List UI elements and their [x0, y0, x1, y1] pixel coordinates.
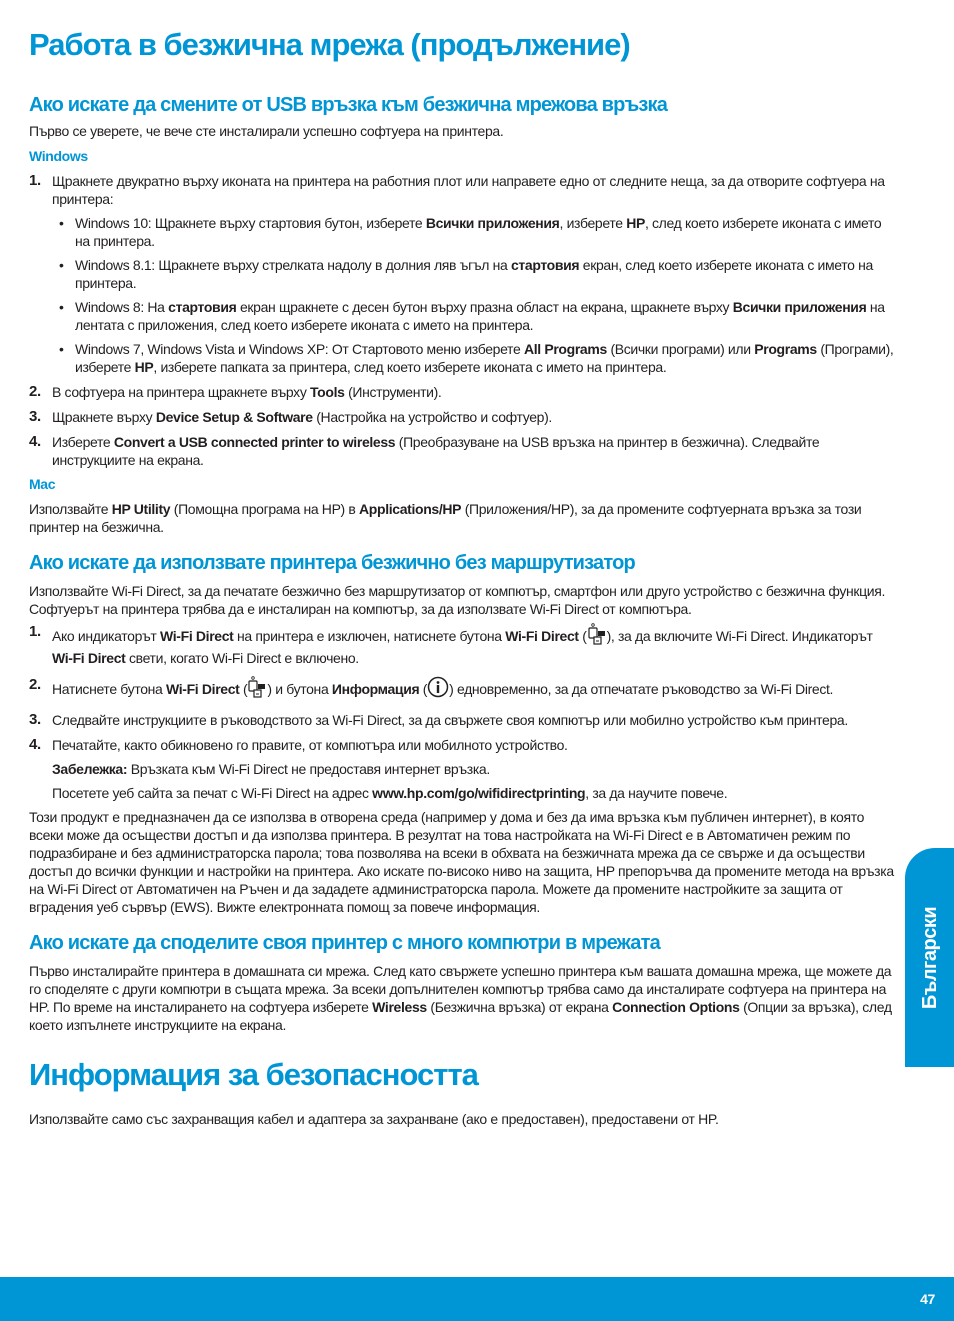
section-heading-wifi-direct: Ако искате да използвате принтера безжично без маршрутизатор [29, 552, 635, 574]
paragraph: Използвайте Wi-Fi Direct, за да печатате безжично без маршрутизатор от компютър, смартфон или друго устройство с безжична функция. Софтуерът на принтера трябва да е инсталиран на компютър, за да използвате Wi-Fi Direct от компютъра. [29, 583, 886, 617]
text: , изберете папката за принтера, след което изберете иконата с името на принтера. [153, 359, 667, 375]
bold-text: Applications/HP [359, 501, 462, 517]
step-text [52, 409, 552, 425]
bold-text: Wi-Fi Direct [160, 628, 234, 644]
step-text [52, 434, 819, 468]
bold-text: All Programs [523, 341, 607, 357]
paragraph: Първо се уверете, че вече сте инсталирали успешно софтуера на принтера. [29, 123, 504, 139]
step-number: 2. [29, 676, 41, 693]
step-number: 4. [29, 736, 41, 753]
bold-text: Wi-Fi Direct [166, 681, 240, 697]
text: (Преобразуване на USB връзка на принтер в безжична). Следвайте инструкциите на екрана. [52, 434, 820, 468]
text: Използвайте [29, 501, 112, 517]
text: (Опции за връзка), след което изпълнете инструкциите на екрана. [29, 999, 892, 1033]
bullet: • [59, 257, 64, 273]
text: (Всички програми) или [606, 341, 755, 357]
list-item [29, 676, 895, 702]
text: Щракнете двукратно върху иконата на принтера на работния плот или направете едно от следните неща, за да отворите софтуера на принтера: [52, 173, 885, 207]
paragraph-safety: Използвайте само със захранващия кабел и адаптера за захранване (ако е предоставен), предоставени от HP. [29, 1111, 719, 1127]
language-tab [905, 848, 954, 1067]
bullet-text [75, 257, 873, 291]
bold-text: Programs [754, 341, 817, 357]
text: екран, след което изберете иконата с името на принтера. [75, 257, 873, 291]
text: , изберете [559, 215, 627, 231]
bold-text: Tools [310, 384, 345, 400]
text: (Помощна програма на HP) в [170, 501, 360, 517]
text: Посетете уеб сайта за печат с Wi-Fi Direct на адрес [52, 785, 373, 801]
list-item [29, 433, 895, 469]
text: Изберете [52, 434, 114, 450]
text: (Инструменти). [344, 384, 442, 400]
bullet-item [29, 298, 895, 334]
text: Връзката към Wi-Fi Direct не предоставя интернет връзка. [127, 761, 490, 777]
bold-text: Забележка: [52, 761, 128, 777]
language-tab-label: Български [918, 906, 941, 1009]
step-number: 3. [29, 408, 41, 425]
bold-text: стартовия [510, 257, 580, 273]
bold-text: Всички приложения [425, 215, 560, 231]
bullet-text [75, 215, 881, 249]
list-item [29, 408, 895, 426]
paragraph [29, 962, 895, 1034]
paragraph-visit [29, 784, 895, 802]
list-item [29, 383, 895, 401]
text: В софтуера на принтера щракнете върху [52, 384, 311, 400]
bold-text: www.hp.com/go/wifidirectprinting [372, 785, 586, 801]
text: екран щракнете с десен бутон върху празна област на екрана, щракнете върху [236, 299, 733, 315]
subheading-mac: Mac [29, 476, 56, 492]
info-icon [427, 676, 449, 702]
text: Първо инсталирайте принтера в домашната си мрежа. След като свържете успешно принтера към вашата домашна мрежа, ще можете да го споделяте с други компютри в същата мрежа. За всеки допълнителен компютър трябва само да инсталирате софтуера на принтера на HP. По време на инсталирането на софтуера изберете [29, 963, 892, 1015]
text: (Настройка на устройство и софтуер). [312, 409, 552, 425]
bold-text: Wireless [372, 999, 427, 1015]
step-number: 3. [29, 711, 41, 728]
text: ( [419, 681, 428, 697]
bold-text: Информация [331, 681, 420, 697]
paragraph [29, 500, 895, 536]
text: Windows 10: Щракнете върху стартовия бутон, изберете [75, 215, 426, 231]
section-heading-usb-to-wireless: Ако искате да смените от USB връзка към безжична мрежова връзка [29, 94, 668, 116]
bold-text: Wi-Fi Direct [52, 650, 126, 666]
bold-text: стартовия [168, 299, 237, 315]
wifi-direct-icon [247, 676, 267, 702]
text: , след което изберете иконата с името на принтера. [75, 215, 882, 249]
step-number: 1. [29, 623, 41, 640]
document-page [29, 26, 895, 1128]
text: Щракнете върху [52, 409, 156, 425]
step-text [52, 712, 848, 728]
bullet-item [29, 214, 895, 250]
note [29, 760, 895, 778]
text: Печатайте, както обикновено го правите, от компютъра или мобилното устройство. [52, 737, 568, 753]
page-number: 47 [920, 1291, 935, 1307]
text: ( [239, 681, 248, 697]
bold-text: Всички приложения [732, 299, 867, 315]
step-number: 1. [29, 172, 41, 189]
text: Windows 8.1: Щракнете върху стрелката надолу в долния ляв ъгъл на [75, 257, 511, 273]
bold-text: Connection Options [612, 999, 740, 1015]
list-item [29, 736, 895, 754]
text: на лентата с приложения, след което изберете иконата с името на принтера. [75, 299, 885, 333]
text: Натиснете бутона [52, 681, 167, 697]
bold-text: Convert a USB connected printer to wireless [113, 434, 396, 450]
step-number: 4. [29, 433, 41, 450]
bullet: • [59, 215, 64, 231]
bullet-item [29, 256, 895, 292]
bold-text: Device Setup & Software [155, 409, 313, 425]
list-item [29, 711, 895, 729]
text: (Безжична връзка) от екрана [426, 999, 613, 1015]
bold-text: HP [626, 215, 645, 231]
text: Windows 7, Windows Vista и Windows XP: От Стартовото меню изберете [75, 341, 524, 357]
bold-text: Wi-Fi Direct [505, 628, 579, 644]
text: свети, когато Wi-Fi Direct е включено. [125, 650, 359, 666]
text: на принтера е изключен, натиснете бутона [233, 628, 506, 644]
list-item [29, 623, 895, 667]
bullet: • [59, 341, 64, 357]
text: ) и бутона [267, 681, 332, 697]
step-text [52, 384, 441, 400]
text: Следвайте инструкциите в ръководството за Wi-Fi Direct, за да свържете своя компютър или мобилно устройство към принтера. [52, 712, 848, 728]
paragraph-security: Този продукт е предназначен да се използва в отворена среда (например у дома и без да има връзка към публичен интернет), в която всеки може да осъществи достъп и да използва принтера. В резултат на това настройката на Wi-Fi Direct е в Автоматичен режим по подразбиране и без администраторска парола; това позволява на всеки в обхвата на безжичната мрежа да се свърже и да осъществи достъп до всички функции и настройки на принтера. Ако искате по-високо ниво на защита, HP препоръчва да промените метода на връзка на Wi-Fi Direct от Автоматичен на Ръчен и да зададете администраторска парола. Можете да промените настройките за защита от вградения уеб сървър (EWS). Вижте електронната помощ за повече информация. [29, 809, 894, 915]
step-text [52, 737, 568, 753]
text: ), за да включите Wi-Fi Direct. Индикаторът [606, 628, 873, 644]
list-item [29, 172, 895, 208]
bold-text: HP Utility [111, 501, 171, 517]
text: ) едновременно, за да отпечатате ръководство за Wi-Fi Direct. [449, 681, 834, 697]
page-title: Работа в безжична мрежа (продължение) [29, 27, 630, 62]
text: Windows 8: На [75, 299, 169, 315]
text: Ако индикаторът [52, 628, 161, 644]
text: ( [578, 628, 587, 644]
bullet-text [75, 341, 893, 375]
section-heading-share-printer: Ако искате да споделите своя принтер с много компютри в мрежата [29, 932, 660, 954]
bold-text: HP [134, 359, 154, 375]
bullet-item [29, 340, 895, 376]
subheading-windows: Windows [29, 148, 88, 164]
text: (Програми), изберете [75, 341, 894, 375]
wifi-direct-icon [587, 623, 607, 649]
bullet: • [59, 299, 64, 315]
safety-heading: Информация за безопасността [29, 1057, 478, 1092]
bullet-text [75, 299, 885, 333]
footer-bar [0, 1277, 954, 1321]
step-text [52, 173, 885, 207]
step-number: 2. [29, 383, 41, 400]
text: , за да научите повече. [585, 785, 728, 801]
text: (Приложения/HP), за да промените софтуерната връзка за този принтер на безжична. [29, 501, 862, 535]
